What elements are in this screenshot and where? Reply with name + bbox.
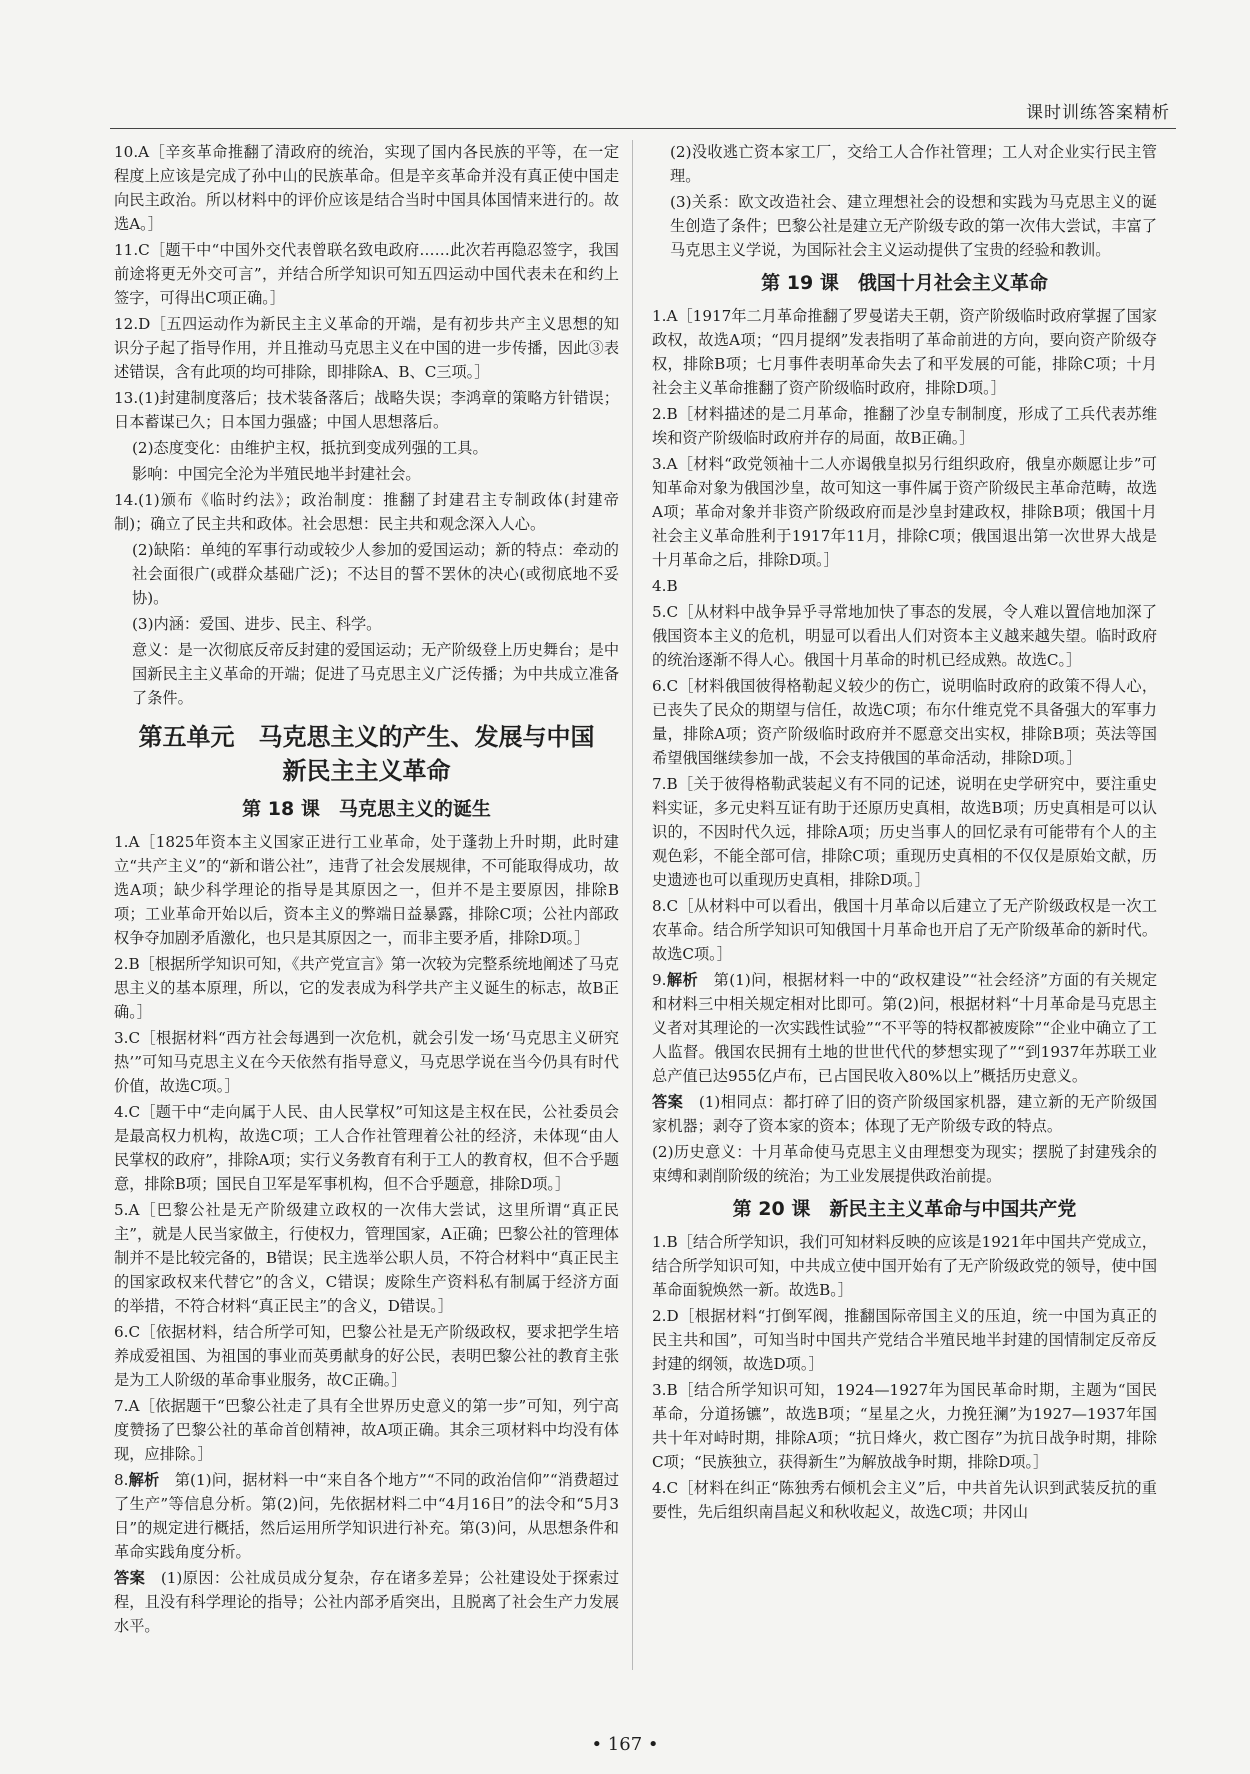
unit-title: 第五单元 马克思主义的产生、发展与中国 新民主主义革命 — [138, 723, 595, 785]
answer-q13: 13.(1)封建制度落后；技术装备落后；战略失误；李鸿章的策略方针错误；日本蓄谋已久；日本国力强盛；中国人思想落后。 (2)态度变化：由维护主权，抵抗到变成列强的工具。 影响：中国完全沦为半殖民地半封建社会。 — [114, 389, 619, 483]
answer-item: 4.C［题干中“走向属于人民、由人民掌权”可知这是主权在民，公社委员会是最高权力机构，故选C项；工人合作社管理着公社的经济，未体现“由人民掌权的政府”，排除A项；实行义务教育有利于工人的教育权，但不合乎题意，排除B项；国民自卫军是军事机构，但不合乎题意，排除D项。］ — [114, 1103, 619, 1193]
lesson-19-title: 第 19 课 俄国十月社会主义革命 — [761, 272, 1048, 294]
answer-q14: 14.(1)颁布《临时约法》；政治制度：推翻了封建君主专制政体(封建帝制)；确立了民主共和政体。社会思想：民主共和观念深入人心。 (2)缺陷：单纯的军事行动或较少人参加的爱国运动；新的特点：牵动的社会面很广(或群众基础广泛)；不达目的誓不罢休的决心(或彻底地不妥协)。 (3)内涵：爱国、进步、民主、科学。 意义：是一次彻底反帝反封建的爱国运动；无产阶级登上历史舞台；是中国新民主主义革命的开端；促进了马克思主义广泛传播；为中共成立准备了条件。 — [114, 491, 619, 707]
answer-q8: 8.解析 第(1)问，据材料一中“来自各个地方”“不同的政治信仰”“消费超过了生产”等信息分析。第(2)问，先依据材料二中“4月16日”的法令和“5月3日”的规定进行概括，然后运用所学知识进行补充。第(3)问，从思想条件和革命实践角度分析。 答案 (1)原因：公社成员成分复杂，存在诸多差异；公社建设处于探索过程，且没有科学理论的指导；公社内部矛盾突出，且脱离了社会生产力发展水平。 — [114, 1471, 619, 1635]
answer-group-lesson20 — [652, 1230, 1157, 1524]
answer-item: 2.D［根据材料“打倒军阀，推翻国际帝国主义的压迫，统一中国为真正的民主共和国”，可知当时中国共产党结合半殖民地半封建的国情制定反帝反封建的纲领，故选D项。］ — [652, 1307, 1157, 1373]
column-divider — [632, 140, 633, 1670]
jiexi-label: 解析 — [666, 971, 699, 989]
left-column — [114, 140, 619, 1676]
answer-item: 6.C［依据材料，结合所学可知，巴黎公社是无产阶级政权，要求把学生培养成爱祖国、为祖国的事业而英勇献身的好公民，表明巴黎公社的教育主张是为工人阶级的革命事业服务，故C正确。］ — [114, 1323, 619, 1389]
jiexi-label: 解析 — [128, 1471, 160, 1489]
answer-item: 3.C［根据材料“西方社会每遇到一次危机，就会引发一场‘马克思主义研究热’”可知马克思主义在今天依然有指导意义，马克思学说在当今仍具有时代价值，故选C项。］ — [114, 1029, 619, 1095]
answer-item: 1.A［1917年二月革命推翻了罗曼诺夫王朝，资产阶级临时政府掌握了国家政权，故选A项；“四月提纲”发表指明了革命前进的方向，要向资产阶级夺权，排除B项；七月事件表明革命失去了和平发展的可能，排除C项；十月社会主义革命推翻了资产阶级临时政府，排除D项。］ — [652, 307, 1157, 397]
header-rule — [110, 128, 1176, 129]
answer-item: 4.B — [652, 577, 678, 595]
answer-item: 7.B［关于彼得格勒武装起义有不同的记述，说明在史学研究中，要注重史料实证，多元史料互证有助于还原历史真相，故选B项；历史真相是可以认识的，不因时代久远，排除A项；历史当事人的回忆录有可能带有个人的主观色彩，不能全部可信，排除C项；重现历史真相的不仅仅是原始文献，历史遗迹也可以重现历史真相，排除D项。］ — [652, 775, 1157, 889]
answer-label: 答案 — [652, 1093, 684, 1111]
answer-label: 答案 — [114, 1569, 146, 1587]
answer-item: 7.A［依据题干“巴黎公社走了具有全世界历史意义的第一步”可知，列宁高度赞扬了巴黎公社的革命首创精神，故A项正确。其余三项材料中均没有体现，应排除。］ — [114, 1397, 619, 1463]
page-number: • 167 • — [591, 1734, 659, 1755]
answer-item: 4.C［材料在纠正“陈独秀右倾机会主义”后，中共首先认识到武装反抗的重要性，先后组织南昌起义和秋收起义，故选C项；井冈山 — [652, 1479, 1157, 1521]
answer-item: 3.B［结合所学知识可知，1924—1927年为国民革命时期，主题为“国民革命，分道扬镳”，故选B项；“星星之火，力挽狂澜”为1927—1937年国共十年对峙时期，排除A项；“抗日烽火，救亡图存”为抗日战争时期，排除C项；“民族独立，获得新生”为解放战争时期，排除D项。］ — [652, 1381, 1157, 1471]
answer-item: 2.B［材料描述的是二月革命，推翻了沙皇专制制度，形成了工兵代表苏维埃和资产阶级临时政府并存的局面，故B正确。］ — [652, 405, 1157, 447]
answer-group-lesson18 — [114, 830, 619, 1466]
answer-group-q10-12 — [114, 140, 619, 384]
lesson-18-title: 第 18 课 马克思主义的诞生 — [242, 798, 491, 820]
answer-q8-continued: (2)没收逃亡资本家工厂，交给工人合作社管理；工人对企业实行民主管理。 (3)关系：欧文改造社会、建立理想社会的设想和实践为马克思主义的诞生创造了条件；巴黎公社是建立无产阶级专政的第一次伟大尝试，丰富了马克思主义学说，为国际社会主义运动提供了宝贵的经验和教训。 — [670, 143, 1157, 259]
answer-item: 11.C［题干中“中国外交代表曾联名致电政府……此次若再隐忍签字，我国前途将更无外交可言”，并结合所学知识可知五四运动中国代表未在和约上签字，可得出C项正确。］ — [114, 241, 619, 307]
answer-item: 1.A［1825年资本主义国家正进行工业革命，处于蓬勃上升时期，此时建立“共产主义”的“新和谐公社”，违背了社会发展规律，不可能取得成功，故选A项；缺少科学理论的指导是其原因之一，但并不是主要原因，排除B项；工业革命开始以后，资本主义的弊端日益暴露，排除C项；公社内部政权争夺加剧矛盾激化，也只是其原因之一，而非主要矛盾，排除D项。］ — [114, 833, 619, 947]
answer-item: 10.A［辛亥革命推翻了清政府的统治，实现了国内各民族的平等，在一定程度上应该是完成了孙中山的民族革命。但是辛亥革命并没有真正使中国走向民主政治。所以材料中的评价应该是结合当时中国具体国情来进行的。故选A。］ — [114, 143, 619, 233]
answer-item: 2.B［根据所学知识可知，《共产党宣言》第一次较为完整系统地阐述了马克思主义的基本原理，所以，它的发表成为科学共产主义诞生的标志，故B正确。］ — [114, 955, 619, 1021]
answer-item: 3.A［材料“政党领袖十二人亦谒俄皇拟另行组织政府，俄皇亦颇愿让步”可知革命对象为俄国沙皇，故可知这一事件属于资产阶级民主革命范畴，故选A项；革命对象并非资产阶级政府而是沙皇封建政权，排除B项；俄国十月社会主义革命胜利于1917年11月，排除C项；俄国退出第一次世界大战是十月革命之后，排除D项。］ — [652, 455, 1157, 569]
answer-item: 6.C［材料俄国彼得格勒起义较少的伤亡，说明临时政府的政策不得人心，已丧失了民众的期望与信任，故选C项；布尔什维克党不具备强大的军事力量，排除A项；资产阶级临时政府并不愿意交出实权，排除B项；英法等国希望俄国继续参加一战，不会支持俄国的革命活动，排除D项。］ — [652, 677, 1157, 767]
answer-item: 8.C［从材料中可以看出，俄国十月革命以后建立了无产阶级政权是一次工农革命。结合所学知识可知俄国十月革命也开启了无产阶级革命的新时代。故选C项。］ — [652, 897, 1157, 963]
answer-group-lesson19 — [652, 304, 1157, 966]
answer-item: 12.D［五四运动作为新民主主义革命的开端，是有初步共产主义思想的知识分子起了指导作用，并且推动马克思主义在中国的进一步传播，因此③表述错误，含有此项的均可排除，即排除A、B、C三项。］ — [114, 315, 619, 381]
answer-q9: 9.解析 第(1)问，根据材料一中的“政权建设”“社会经济”方面的有关规定和材料三中相关规定相对比即可。第(2)问，根据材料“十月革命是马克思主义者对其理论的一次实践性试验”“不平等的特权都被废除”“企业中确立了工人监督。俄国农民拥有土地的世世代代的梦想实现了”“到1937年苏联工业总产值已达955亿卢布，已占国民收入80%以上”概括历史意义。 答案 (1)相同点：都打碎了旧的资产阶级国家机器，建立新的无产阶级国家机器；剥夺了资本家的资本；体现了无产阶级专政的特点。 (2)历史意义：十月革命使马克思主义由理想变为现实；摆脱了封建残余的束缚和剥削阶级的统治；为工业发展提供政治前提。 — [652, 971, 1157, 1185]
page-header-title: 课时训练答案精析 — [1026, 103, 1170, 123]
right-column — [652, 140, 1157, 1676]
answer-item: 1.B［结合所学知识，我们可知材料反映的应该是1921年中国共产党成立，结合所学知识可知，中共成立使中国开始有了无产阶级政党的领导，使中国革命面貌焕然一新。故选B。］ — [652, 1233, 1157, 1299]
lesson-20-title: 第 20 课 新民主主义革命与中国共产党 — [732, 1198, 1077, 1220]
answer-item: 5.C［从材料中战争异乎寻常地加快了事态的发展，令人难以置信地加深了俄国资本主义的危机，明显可以看出人们对资本主义越来越失望。临时政府的统治逐渐不得人心。俄国十月革命的时机已经成熟。故选C。］ — [652, 603, 1157, 669]
answer-item: 5.A［巴黎公社是无产阶级建立政权的一次伟大尝试，这里所谓“真正民主”，就是人民当家做主，行使权力，管理国家，A正确；巴黎公社的管理体制并不是比较完备的，B错误；民主选举公职人员，不符合材料中“真正民主的国家政权来代替它”的含义，C错误；废除生产资料私有制属于经济方面的举措，不符合材料“真正民主”的含义，D错误。］ — [114, 1201, 619, 1315]
